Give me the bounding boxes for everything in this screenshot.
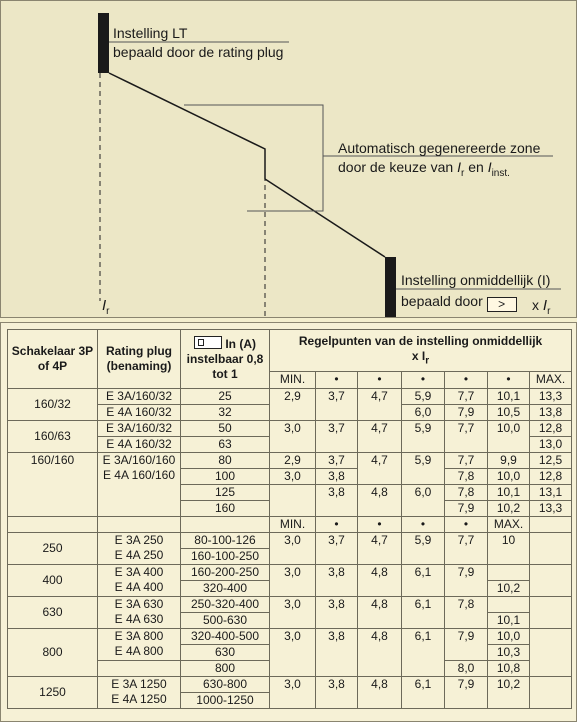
lt-subtitle: bepaald door de rating plug bbox=[113, 44, 284, 60]
table-row: 125 3,8 4,8 6,0 7,8 10,1 13,1 bbox=[8, 485, 572, 501]
table-row: 1250 E 3A 1250 E 4A 1250 630-800 3,0 3,8 4,8 6,1 7,9 10,2 bbox=[8, 677, 572, 693]
instantaneous-settings-table bbox=[7, 329, 572, 709]
table-row: 160/160 E 3A/160/160 E 4A 160/160 80 2,9 3,7 4,7 5,9 7,7 9,9 12,5 bbox=[8, 453, 572, 469]
table-row: MIN. • • • • MAX. bbox=[8, 517, 572, 533]
inst-subtitle: bepaald door > bbox=[401, 293, 517, 312]
sub-header: MIN. bbox=[270, 372, 316, 389]
instant-setting-icon: > bbox=[487, 297, 517, 312]
table-row: E 4A 160/32 63 13,0 bbox=[8, 437, 572, 453]
sub-header: • bbox=[488, 372, 530, 389]
sub-header: • bbox=[358, 372, 402, 389]
table-row: 160 7,9 10,2 13,3 bbox=[8, 501, 572, 517]
settings-table-panel bbox=[0, 322, 577, 722]
header-switch: Schakelaar 3P of 4P bbox=[8, 330, 98, 389]
header-rating-plug: Rating plug (benaming) bbox=[98, 330, 181, 389]
table-row: 320-400 10,2 bbox=[8, 581, 572, 597]
ir-axis-label: $I_r$ bbox=[102, 297, 110, 317]
table-row: 160/32 E 3A/160/32 25 2,9 3,7 4,7 5,9 7,7 10,1 13,3 bbox=[8, 389, 572, 405]
table-row: 1000-1250 bbox=[8, 693, 572, 709]
table-row: 800 8,0 10,8 bbox=[8, 661, 572, 677]
table-row: 630 E 3A 630 E 4A 630 250-320-400 3,0 3,8 4,8 6,1 7,8 bbox=[8, 597, 572, 613]
trip-curve-diagram bbox=[0, 0, 577, 318]
lt-setting-bar bbox=[98, 13, 109, 73]
header-regelpunten: Regelpunten van de instelling onmiddellijk x $I_r$ bbox=[270, 330, 572, 372]
table-row: 160/63 E 3A/160/32 50 3,0 3,7 4,7 5,9 7,7 10,0 12,8 bbox=[8, 421, 572, 437]
table-row: 250 E 3A 250 E 4A 250 80-100-126 3,0 3,7 4,7 5,9 7,7 10 bbox=[8, 533, 572, 549]
zone-bracket bbox=[184, 105, 323, 211]
sub-header: • bbox=[316, 372, 358, 389]
instant-setting-bar bbox=[385, 257, 396, 317]
zone-label-line2: door de keuze van $I_r$ en $I_{inst.}$ bbox=[338, 159, 510, 179]
table-row: 160-100-250 bbox=[8, 549, 572, 565]
rating-plug-icon bbox=[194, 336, 222, 349]
header-in: In (A) instelbaar 0,8 tot 1 bbox=[181, 330, 270, 389]
sub-header: MAX. bbox=[530, 372, 572, 389]
inst-title: Instelling onmiddellijk (I) bbox=[401, 272, 551, 288]
sub-header: • bbox=[402, 372, 445, 389]
lt-title: Instelling LT bbox=[113, 25, 188, 41]
table-row: 500-630 10,1 bbox=[8, 613, 572, 629]
x-ir-label: x $I_r$ bbox=[532, 297, 551, 317]
table-row: 800 E 3A 800 E 4A 800 320-400-500 3,0 3,8 4,8 6,1 7,9 10,0 bbox=[8, 629, 572, 645]
table-row: 400 E 3A 400 E 4A 400 160-200-250 3,0 3,8 4,8 6,1 7,9 bbox=[8, 565, 572, 581]
table-row: 630 10,3 bbox=[8, 645, 572, 661]
table-row: E 4A 160/32 32 6,0 7,9 10,5 13,8 bbox=[8, 405, 572, 421]
table-row: 100 3,0 3,8 7,8 10,0 12,8 bbox=[8, 469, 572, 485]
sub-header: • bbox=[445, 372, 488, 389]
zone-label-line1: Automatisch gegenereerde zone bbox=[338, 140, 541, 156]
